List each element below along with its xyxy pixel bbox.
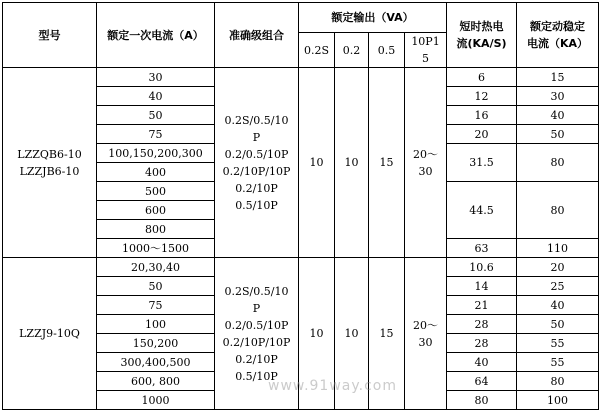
dynamic-cell: 40 — [517, 106, 599, 125]
current-cell: 1000 — [97, 391, 215, 410]
header-out-02: 0.2 — [335, 33, 369, 68]
current-cell: 1000～1500 — [97, 239, 215, 258]
current-cell: 20,30,40 — [97, 258, 215, 277]
header-accuracy-combo: 准确级组合 — [215, 3, 299, 68]
current-cell: 50 — [97, 106, 215, 125]
current-cell: 600, 800 — [97, 372, 215, 391]
dynamic-cell: 100 — [517, 391, 599, 410]
header-out-02s: 0.2S — [299, 33, 335, 68]
dynamic-cell: 30 — [517, 87, 599, 106]
accuracy-cell: 0.2S/0.5/10 P 0.2/0.5/10P 0.2/10P/10P 0.2/10P 0.5/10P — [215, 68, 299, 258]
dynamic-cell: 15 — [517, 68, 599, 87]
output-05-cell: 15 — [369, 258, 405, 410]
current-cell: 100,150,200,300 — [97, 144, 215, 163]
dynamic-cell: 55 — [517, 353, 599, 372]
dynamic-cell: 80 — [517, 182, 599, 239]
header-out-05: 0.5 — [369, 33, 405, 68]
output-10p15-cell: 20～ 30 — [405, 258, 447, 410]
current-cell: 50 — [97, 277, 215, 296]
thermal-cell: 80 — [447, 391, 517, 410]
output-05-cell: 15 — [369, 68, 405, 258]
thermal-cell: 6 — [447, 68, 517, 87]
thermal-cell: 44.5 — [447, 182, 517, 239]
current-cell: 40 — [97, 87, 215, 106]
header-dynamic: 额定动稳定 电流（KA） — [517, 3, 599, 68]
current-cell: 600 — [97, 201, 215, 220]
thermal-cell: 63 — [447, 239, 517, 258]
thermal-cell: 64 — [447, 372, 517, 391]
thermal-cell: 12 — [447, 87, 517, 106]
dynamic-cell: 25 — [517, 277, 599, 296]
accuracy-cell: 0.2S/0.5/10 P 0.2/0.5/10P 0.2/10P/10P 0.2/10P 0.5/10P — [215, 258, 299, 410]
thermal-cell: 31.5 — [447, 144, 517, 182]
header-out-10p15: 10P1 5 — [405, 33, 447, 68]
output-02s-cell: 10 — [299, 258, 335, 410]
header-thermal: 短时热电 流(KA/S) — [447, 3, 517, 68]
thermal-cell: 28 — [447, 334, 517, 353]
thermal-cell: 10.6 — [447, 258, 517, 277]
output-10p15-cell: 20～ 30 — [405, 68, 447, 258]
current-cell: 75 — [97, 125, 215, 144]
model-cell: LZZJ9-10Q — [3, 258, 97, 410]
current-cell: 800 — [97, 220, 215, 239]
current-cell: 75 — [97, 296, 215, 315]
current-cell: 30 — [97, 68, 215, 87]
dynamic-cell: 110 — [517, 239, 599, 258]
dynamic-cell: 50 — [517, 125, 599, 144]
spec-table — [2, 2, 599, 410]
current-cell: 100 — [97, 315, 215, 334]
dynamic-cell: 80 — [517, 144, 599, 182]
dynamic-cell: 40 — [517, 296, 599, 315]
current-cell: 400 — [97, 163, 215, 182]
thermal-cell: 40 — [447, 353, 517, 372]
current-cell: 500 — [97, 182, 215, 201]
model-cell: LZZQB6-10 LZZJB6-10 — [3, 68, 97, 258]
header-rated-output: 额定输出（VA） — [299, 3, 447, 33]
dynamic-cell: 50 — [517, 315, 599, 334]
dynamic-cell: 55 — [517, 334, 599, 353]
thermal-cell: 28 — [447, 315, 517, 334]
output-02s-cell: 10 — [299, 68, 335, 258]
header-primary-current: 额定一次电流（A） — [97, 3, 215, 68]
output-02-cell: 10 — [335, 258, 369, 410]
dynamic-cell: 80 — [517, 372, 599, 391]
thermal-cell: 20 — [447, 125, 517, 144]
output-02-cell: 10 — [335, 68, 369, 258]
current-cell: 300,400,500 — [97, 353, 215, 372]
watermark-text: www.91way.com — [268, 378, 397, 394]
thermal-cell: 16 — [447, 106, 517, 125]
header-model: 型号 — [3, 3, 97, 68]
dynamic-cell: 20 — [517, 258, 599, 277]
thermal-cell: 21 — [447, 296, 517, 315]
thermal-cell: 14 — [447, 277, 517, 296]
current-cell: 150,200 — [97, 334, 215, 353]
